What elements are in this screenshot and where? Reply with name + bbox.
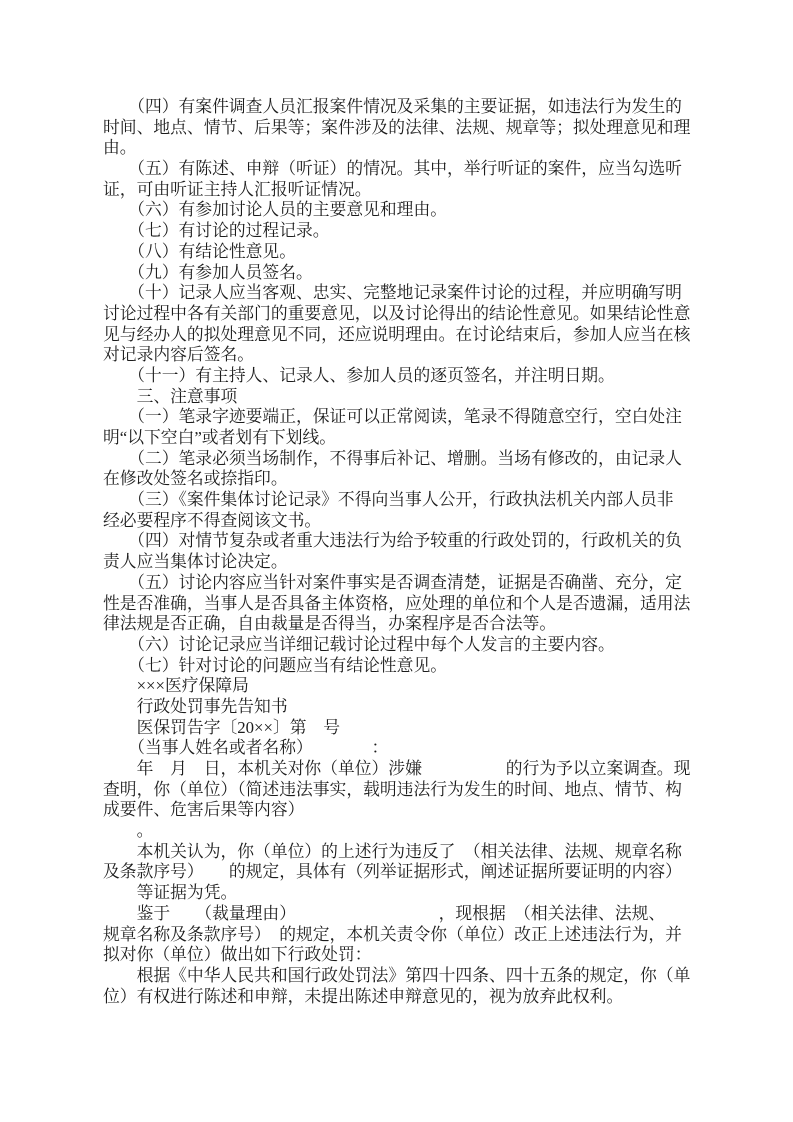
text-line: 见与经办人的拟处理意见不同，还应说明理由。在讨论结束后，参加人应当在核 bbox=[103, 324, 691, 344]
text-line: （七）针对讨论的问题应当有结论性意见。 bbox=[103, 655, 448, 675]
document-text bbox=[103, 97, 695, 1007]
text-line: （二）笔录必须当场制作，不得事后补记、增删。当场有修改的，由记录人 bbox=[103, 448, 682, 468]
text-line: （七）有讨论的过程记录。 bbox=[103, 221, 330, 241]
text-line: （四）有案件调查人员汇报案件情况及采集的主要证据，如违法行为发生的 bbox=[103, 97, 682, 116]
text-line: 由。 bbox=[103, 138, 137, 158]
text-line: 及条款序号） 的规定，具体有（列举证据形式，阐述证据所要证明的内容） bbox=[103, 862, 682, 882]
text-line: 。 bbox=[103, 821, 154, 841]
text-line: 对记录内容后签名。 bbox=[103, 345, 255, 365]
text-line: 律法规是否正确，自由裁量是否得当，办案程序是否合法等。 bbox=[103, 614, 557, 634]
text-line: 在修改处签名或捺指印。 bbox=[103, 469, 288, 489]
text-line: （九）有参加人员签名。 bbox=[103, 262, 313, 282]
text-line: 规章名称及条款序号） 的规定，本机关责令你（单位）改正上述违法行为，并 bbox=[103, 924, 682, 944]
text-line: （四）对情节复杂或者重大违法行为给予较重的行政处罚的，行政机关的负 bbox=[103, 531, 682, 551]
text-line: （五）有陈述、申辩（听证）的情况。其中，举行听证的案件，应当勾选听 bbox=[103, 159, 682, 179]
text-line: 本机关认为，你（单位）的上述行为违反了 （相关法律、法规、规章名称 bbox=[103, 841, 682, 861]
text-line: 明“以下空白”或者划有下划线。 bbox=[103, 428, 337, 447]
text-line: （十）记录人应当客观、忠实、完整地记录案件讨论的过程，并应明确写明 bbox=[103, 283, 682, 303]
text-line: 成要件、危害后果等内容） bbox=[103, 800, 305, 820]
text-line: 年 月 日，本机关对你（单位）涉嫌 的行为予以立案调查。现 bbox=[103, 759, 691, 778]
text-line: 根据《中华人民共和国行政处罚法》第四十四条、四十五条的规定，你（单 bbox=[103, 965, 691, 985]
text-line: 位）有权进行陈述和申辩，未提出陈述申辩意见的，视为放弃此权利。 bbox=[103, 986, 624, 1006]
text-line: （六）有参加讨论人员的主要意见和理由。 bbox=[103, 200, 448, 220]
text-line: （十一）有主持人、记录人、参加人员的逐页签名，并注明日期。 bbox=[103, 365, 615, 385]
text-line: （五）讨论内容应当针对案件事实是否调查清楚，证据是否确凿、充分，定 bbox=[103, 572, 682, 592]
text-line: 医保罚告字〔20××〕第 号 bbox=[103, 717, 341, 737]
text-line: 时间、地点、情节、后果等；案件涉及的法律、法规、规章等；拟处理意见和理 bbox=[103, 117, 691, 137]
text-line: 鉴于 （裁量理由） ，现根据 （相关法律、法规、 bbox=[103, 903, 666, 923]
text-line: 经必要程序不得查阅该文书。 bbox=[103, 510, 322, 530]
text-line: 责人应当集体讨论决定。 bbox=[103, 552, 288, 572]
text-line: 三、注意事项 bbox=[103, 386, 238, 406]
text-line: 查明，你（单位）（简述违法事实，载明违法行为发生的时间、地点、情节、构 bbox=[103, 779, 682, 799]
text-line: （一）笔录字迹要端正，保证可以正常阅读，笔录不得随意空行，空白处注 bbox=[103, 407, 682, 427]
text-line: 等证据为凭。 bbox=[103, 883, 238, 903]
text-line: （六）讨论记录应当详细记载讨论过程中每个人发言的主要内容。 bbox=[103, 634, 615, 654]
text-line: 性是否准确，当事人是否具备主体资格，应处理的单位和个人是否遗漏，适用法 bbox=[103, 593, 691, 613]
text-line: 讨论过程中各有关部门的重要意见，以及讨论得出的结论性意见。如果结论性意 bbox=[103, 303, 691, 323]
text-line: 行政处罚事先告知书 bbox=[103, 696, 288, 716]
text-line: 证，可由听证主持人汇报听证情况。 bbox=[103, 179, 372, 199]
text-line: （八）有结论性意见。 bbox=[103, 241, 296, 261]
text-line: 拟对你（单位）做出如下行政处罚： bbox=[103, 945, 372, 965]
text-line: （三）《案件集体讨论记录》不得向当事人公开，行政执法机关内部人员非 bbox=[103, 490, 674, 510]
text-line: ×××医疗保障局 bbox=[103, 676, 249, 696]
text-line: （当事人姓名或者名称） ： bbox=[103, 738, 389, 758]
